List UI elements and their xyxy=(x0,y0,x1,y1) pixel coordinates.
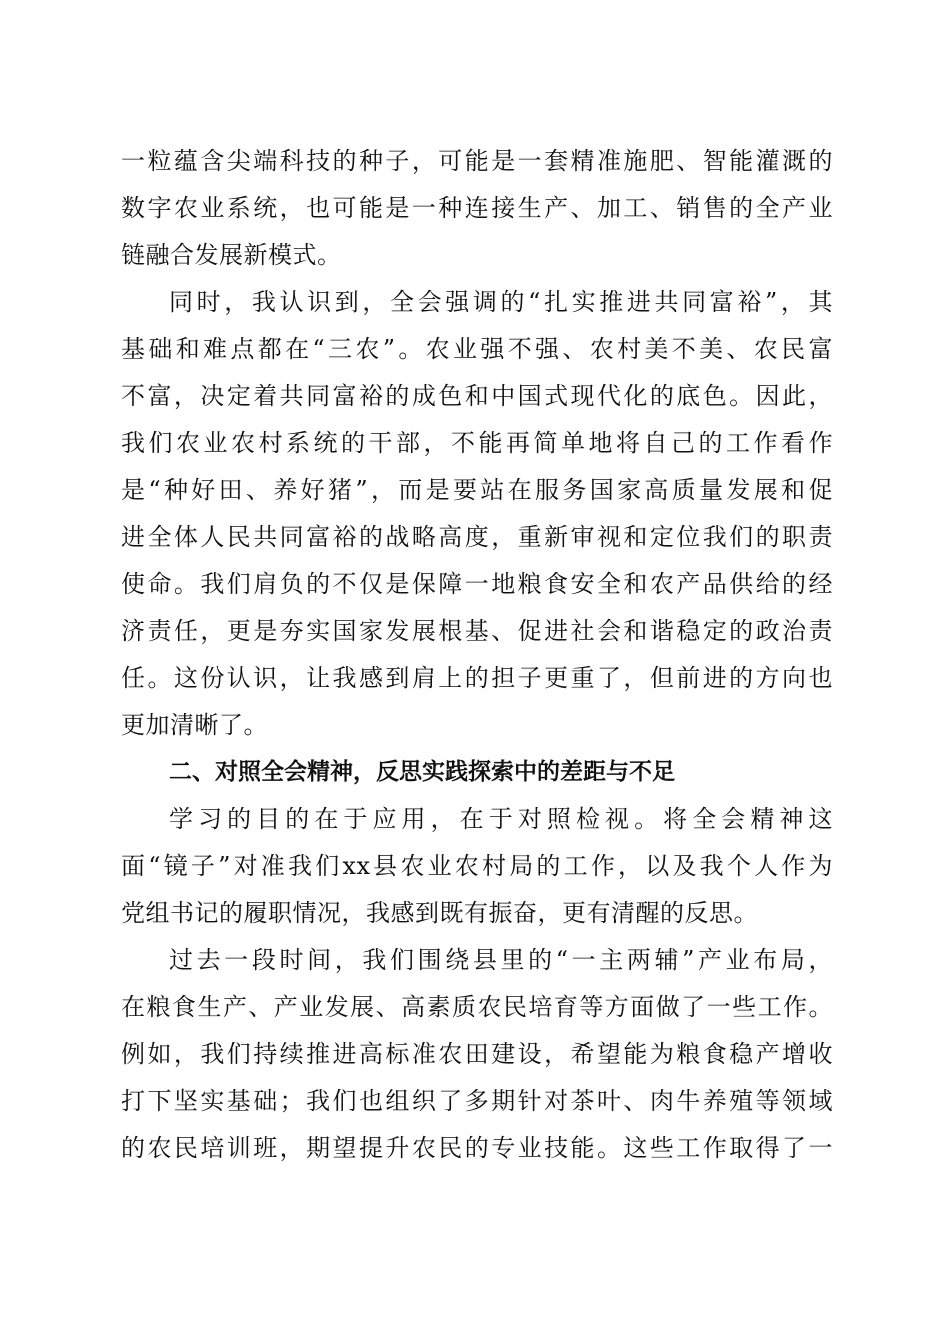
document-body xyxy=(121,138,833,1172)
paragraph-2-line-5: 是“种好田、养好猪”，而是要站在服务国家高质量发展和促 xyxy=(121,476,833,504)
paragraph-2-line-9: 任。这份认识，让我感到肩上的担子更重了，但前进的方向也 xyxy=(121,664,833,692)
paragraph-4 xyxy=(121,937,833,1172)
paragraph-2-line-1: 同时，我认识到，全会强调的“扎实推进共同富裕”，其 xyxy=(169,288,833,316)
paragraph-4-line-2: 在粮食生产、产业发展、高素质农民培育等方面做了一些工作。 xyxy=(121,993,833,1021)
paragraph-4-line-5: 的农民培训班，期望提升农民的专业技能。这些工作取得了一 xyxy=(121,1134,833,1162)
paragraph-2-line-3: 不富，决定着共同富裕的成色和中国式现代化的底色。因此， xyxy=(121,382,833,410)
paragraph-2-line-8: 济责任，更是夯实国家发展根基、促进社会和谐稳定的政治责 xyxy=(121,617,833,645)
paragraph-3-line-2: 面“镜子”对准我们xx县农业农村局的工作，以及我个人作为 xyxy=(121,852,833,880)
paragraph-1-line-3: 链融合发展新模式。 xyxy=(121,241,342,269)
paragraph-2-line-7: 使命。我们肩负的不仅是保障一地粮食安全和农产品供给的经 xyxy=(121,570,833,598)
paragraph-3-line-1: 学习的目的在于应用，在于对照检视。将全会精神这 xyxy=(169,805,833,833)
paragraph-3-line-3: 党组书记的履职情况，我感到既有振奋，更有清醒的反思。 xyxy=(121,899,758,927)
paragraph-2-line-2: 基础和难点都在“三农”。农业强不强、农村美不美、农民富 xyxy=(121,335,833,363)
paragraph-2-line-10: 更加清晰了。 xyxy=(121,711,268,739)
paragraph-1-line-1: 一粒蕴含尖端科技的种子，可能是一套精准施肥、智能灌溉的 xyxy=(121,147,833,175)
paragraph-4-line-1: 过去一段时间，我们围绕县里的“一主两辅”产业布局， xyxy=(169,946,833,974)
paragraph-2 xyxy=(121,279,833,749)
section-heading: 二、对照全会精神，反思实践探索中的差距与不足 xyxy=(169,759,675,785)
paragraph-3 xyxy=(121,796,833,937)
paragraph-4-line-3: 例如，我们持续推进高标准农田建设，希望能为粮食稳产增收 xyxy=(121,1040,833,1068)
paragraph-4-line-4: 打下坚实基础；我们也组织了多期针对茶叶、肉牛养殖等领域 xyxy=(121,1087,833,1115)
paragraph-1-line-2: 数字农业系统，也可能是一种连接生产、加工、销售的全产业 xyxy=(121,194,833,222)
paragraph-1 xyxy=(121,138,833,279)
paragraph-2-line-4: 我们农业农村系统的干部，不能再简单地将自己的工作看作 xyxy=(121,429,833,457)
paragraph-2-line-6: 进全体人民共同富裕的战略高度，重新审视和定位我们的职责 xyxy=(121,523,833,551)
